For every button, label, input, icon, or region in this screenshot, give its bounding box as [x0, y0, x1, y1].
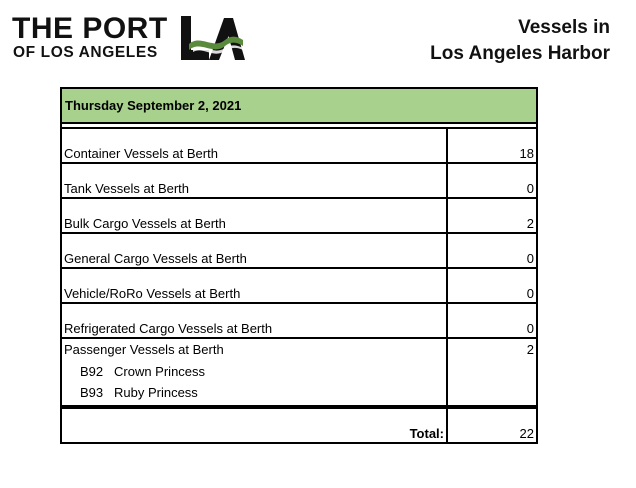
table-row	[62, 129, 536, 164]
row-label: Refrigerated Cargo Vessels at Berth	[62, 304, 448, 337]
row-value: 2	[526, 216, 534, 231]
logo-line-2: OF LOS ANGELES	[13, 44, 158, 61]
total-label: Total:	[62, 409, 448, 442]
total-value: 22	[519, 426, 534, 441]
passenger-vessel-item	[64, 364, 205, 379]
passenger-vessel-item	[64, 385, 198, 400]
row-value: 0	[526, 321, 534, 336]
row-value: 0	[526, 286, 534, 301]
heading-line-2: Los Angeles Harbor	[430, 43, 610, 64]
vessel-name: Crown Princess	[114, 364, 206, 379]
table-row	[62, 164, 536, 199]
berth-number: B92	[80, 364, 104, 379]
report-date: Thursday September 2, 2021	[62, 89, 536, 124]
total-row	[62, 407, 536, 442]
row-value: 0	[526, 181, 534, 196]
row-label: General Cargo Vessels at Berth	[62, 234, 448, 267]
row-label: Container Vessels at Berth	[62, 129, 448, 162]
table-row	[62, 234, 536, 269]
la-logo-mark-icon	[179, 16, 245, 62]
row-label: Passenger Vessels at Berth	[64, 342, 224, 357]
port-of-la-logo	[12, 14, 244, 62]
row-value: 0	[526, 251, 534, 266]
page-heading	[430, 15, 610, 67]
table-row	[62, 269, 536, 304]
vessel-report-table	[60, 87, 538, 444]
logo-line-1: THE PORT	[12, 12, 168, 45]
row-value: 18	[519, 146, 534, 161]
passenger-cell	[62, 339, 448, 405]
vessel-name: Ruby Princess	[114, 385, 198, 400]
row-value: 2	[526, 342, 534, 357]
row-label: Tank Vessels at Berth	[62, 164, 448, 197]
passenger-row	[62, 339, 536, 407]
row-label: Bulk Cargo Vessels at Berth	[62, 199, 448, 232]
heading-line-1: Vessels in	[518, 17, 610, 38]
table-row	[62, 199, 536, 234]
row-label: Vehicle/RoRo Vessels at Berth	[62, 269, 448, 302]
table-row	[62, 304, 536, 339]
berth-number: B93	[80, 385, 104, 400]
